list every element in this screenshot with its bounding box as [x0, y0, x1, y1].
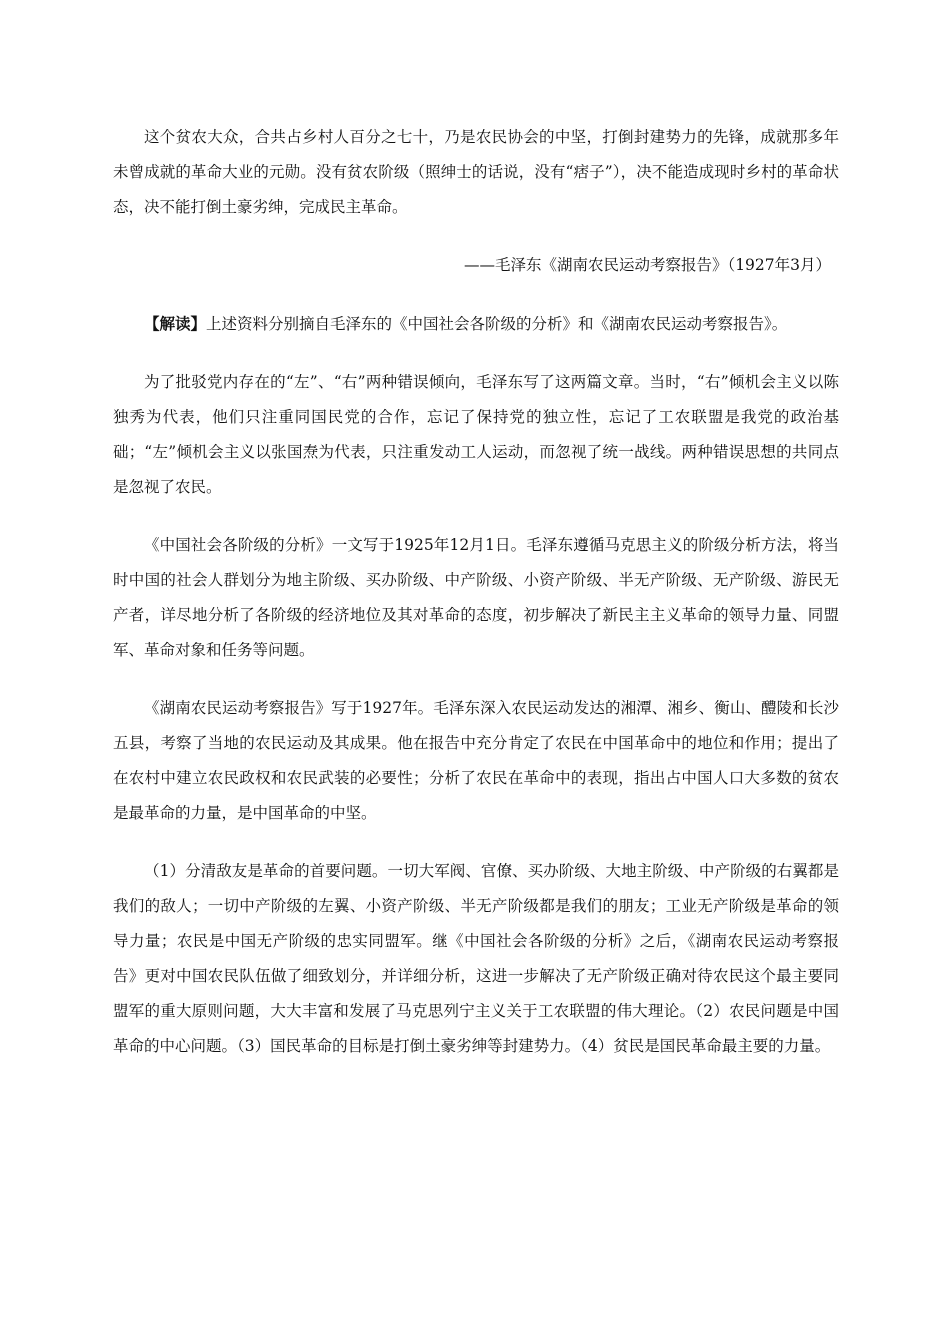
document-page: [113, 120, 839, 1087]
interpretation-paragraph: [113, 306, 839, 342]
body-paragraph-1: 为了批驳党内存在的“左”、“右”两种错误倾向，毛泽东写了这两篇文章。当时，“右”倾机会主义以陈独秀为代表，他们只注重同国民党的合作，忘记了保持党的独立性，忘记了工农联盟是我党的政治基础；“左”倾机会主义以张国焘为代表，只注重发动工人运动，而忽视了统一战线。两种错误思想的共同点是忽视了农民。: [113, 373, 839, 496]
interpretation-label: 【解读】: [144, 314, 207, 333]
body-paragraph-4: （1）分清敌友是革命的首要问题。一切大军阀、官僚、买办阶级、大地主阶级、中产阶级的右翼都是我们的敌人；一切中产阶级的左翼、小资产阶级、半无产阶级都是我们的朋友；工业无产阶级是革命的领导力量；农民是中国无产阶级的忠实同盟军。继《中国社会各阶级的分析》之后，《湖南农民运动考察报告》更对中国农民队伍做了细致划分，并详细分析，这进一步解决了无产阶级正确对待农民这个最主要同盟军的重大原则问题，大大丰富和发展了马克思列宁主义关于工农联盟的伟大理论。（2）农民问题是中国革命的中心问题。（3）国民革命的目标是打倒土豪劣绅等封建势力。（4）贫民是国民革命最主要的力量。: [113, 862, 839, 1055]
quote-paragraph: 这个贫农大众，合共占乡村人百分之七十，乃是农民协会的中坚，打倒封建势力的先锋，成就那多年未曾成就的革命大业的元勋。没有贫农阶级（照绅士的话说，没有“痞子”），决不能造成现时乡村的革命状态，决不能打倒土豪劣绅，完成民主革命。: [113, 128, 839, 216]
body-paragraph-3: 《湖南农民运动考察报告》写于1927年。毛泽东深入农民运动发达的湘潭、湘乡、衡山、醴陵和长沙五县，考察了当地的农民运动及其成果。他在报告中充分肯定了农民在中国革命中的地位和作用；提出了在农村中建立农民政权和农民武装的必要性；分析了农民在革命中的表现，指出占中国人口大多数的贫农是最革命的力量，是中国革命的中坚。: [113, 699, 839, 822]
quote-attribution: ——毛泽东《湖南农民运动考察报告》（1927年3月）: [463, 256, 831, 274]
interpretation-intro: 上述资料分别摘自毛泽东的《中国社会各阶级的分析》和《湖南农民运动考察报告》。: [206, 315, 788, 333]
body-paragraph-2: 《中国社会各阶级的分析》一文写于1925年12月1日。毛泽东遵循马克思主义的阶级分析方法，将当时中国的社会人群划分为地主阶级、买办阶级、中产阶级、小资产阶级、半无产阶级、无产阶级、游民无产者，详尽地分析了各阶级的经济地位及其对革命的态度，初步解决了新民主主义革命的领导力量、同盟军、革命对象和任务等问题。: [113, 536, 839, 659]
